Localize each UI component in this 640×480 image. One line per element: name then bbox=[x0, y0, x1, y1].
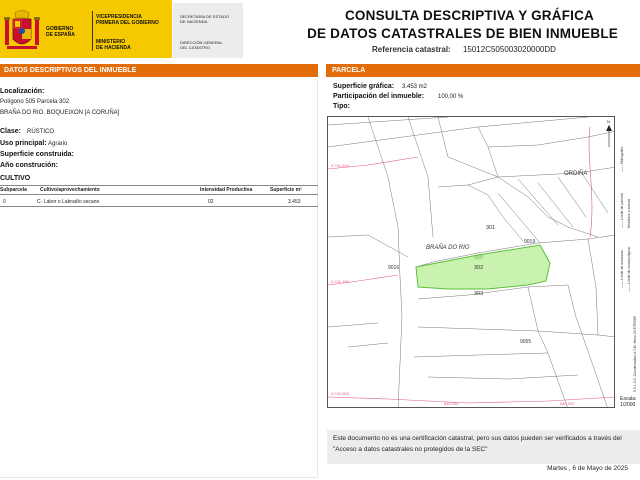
table-rule-header bbox=[0, 194, 318, 195]
localizacion-label: Localización: bbox=[0, 88, 45, 95]
table-cell-cultivo: C- Labor o Labradío secano bbox=[37, 199, 100, 205]
section-title-descriptive: DATOS DESCRIPTIVOS DEL INMUEBLE bbox=[0, 64, 318, 77]
government-header bbox=[0, 0, 245, 60]
coord-x2: 540.200 bbox=[560, 401, 575, 406]
government-logo-band bbox=[0, 0, 172, 58]
uso-label: Uso principal: bbox=[0, 140, 47, 147]
participacion-label: Participación del inmueble: bbox=[333, 93, 425, 100]
cultivo-title: CULTIVO bbox=[0, 175, 31, 182]
cadastral-map bbox=[327, 116, 615, 408]
parcel-label-9019: 9019 bbox=[524, 239, 536, 245]
parcel-label-303: 303 bbox=[474, 291, 484, 297]
table-rule-top bbox=[0, 185, 318, 186]
clase-value: RÚSTICO bbox=[27, 129, 54, 135]
parcel-label-9016: 9016 bbox=[388, 265, 400, 271]
table-cell-intensidad: 02 bbox=[208, 199, 214, 205]
superficie-construida-label: Superficie construida: bbox=[0, 151, 74, 158]
coord-x1: 540.100 bbox=[444, 401, 459, 406]
localizacion-line2: BRAÑA DO RIO. BOQUEIXON [A CORUÑA] bbox=[0, 110, 120, 116]
table-header-cultivo: Cultivo/aprovechamiento bbox=[40, 187, 100, 193]
cadastral-map-drawing bbox=[328, 117, 615, 408]
table-rule-bottom bbox=[0, 206, 318, 207]
section-title-parcela: PARCELA bbox=[326, 64, 640, 77]
superficie-grafica-label: Superficie gráfica: bbox=[333, 83, 395, 90]
reference-label: Referencia catastral: bbox=[372, 45, 451, 54]
legend-hidrografia: —— Hidrografía bbox=[620, 146, 624, 172]
table-header-subparcela: Subparcela bbox=[0, 187, 27, 193]
disclaimer-note: Este documento no es una certificación catastral, pero sus datos pueden ser verificados a través del "Acceso a datos catastrales no protegidos de la SEC" bbox=[327, 430, 640, 464]
anio-construccion-label: Año construción: bbox=[0, 162, 58, 169]
document-title-line2: DE DATOS CATASTRALES DE BIEN INMUEBLE bbox=[307, 26, 618, 41]
direccion-label: DIRECCIÓN GENERAL DEL CATASTRO bbox=[180, 40, 223, 50]
uso-value: Agrario bbox=[48, 141, 68, 147]
place-label-ordina: ORDIÑA bbox=[564, 171, 588, 177]
localizacion-line1: Polígono 505 Parcela 302 bbox=[0, 99, 70, 105]
table-header-intensidad: Intensidad Productiva bbox=[200, 187, 253, 193]
header-divider bbox=[92, 11, 93, 51]
map-legend bbox=[615, 116, 640, 408]
tipo-label: Tipo: bbox=[333, 103, 350, 110]
table-cell-superficie: 3.453 bbox=[288, 199, 301, 205]
parcel-label-301: 301 bbox=[486, 225, 496, 231]
coat-of-arms-icon bbox=[3, 9, 41, 53]
coord-y2: 4.741.100 bbox=[331, 279, 349, 284]
legend-limite-manzana: —— Límite de manzana bbox=[620, 250, 624, 288]
legend-mobiliario: Mobiliario y aceras bbox=[627, 198, 631, 228]
north-arrow-icon bbox=[606, 125, 612, 147]
north-symbol: N bbox=[607, 119, 610, 124]
parcel-label-302: 302 bbox=[474, 265, 484, 271]
document-title-line1: CONSULTA DESCRIPTIVA Y GRÁFICA bbox=[344, 8, 594, 23]
legend-limite-zona: —— Límite de zona/polígono bbox=[627, 246, 631, 292]
coord-y3: 4.741.000 bbox=[331, 391, 349, 396]
superficie-grafica-value: 3.453 m2 bbox=[402, 84, 428, 90]
document-date: Martes , 6 de Mayo de 2025 bbox=[547, 465, 628, 472]
reference-value: 15012C505003020000DD bbox=[462, 45, 556, 54]
coord-y1: 4.741.200 bbox=[331, 163, 349, 168]
place-label-brana: BRAÑA DO RIO bbox=[426, 245, 470, 251]
clase-label: Clase: bbox=[0, 128, 22, 135]
scale-label: Escala: bbox=[620, 396, 637, 402]
gobierno-label: GOBIERNO DE ESPAÑA bbox=[46, 26, 75, 38]
descriptive-data-panel bbox=[0, 80, 318, 478]
vicepresidencia-label: VICEPRESIDENCIA PRIMERA DEL GOBIERNO bbox=[96, 14, 159, 26]
parcel-label-505: 505 bbox=[474, 255, 484, 261]
scale-value: 1/2000 bbox=[620, 402, 636, 408]
legend-coordinates: 5.5.1.3.0. Coordenadas U.T.M. Huso 29 ETRS89 bbox=[633, 316, 637, 392]
parcel-label-9055: 9055 bbox=[520, 339, 532, 345]
table-header-superficie: Superficie m² bbox=[270, 187, 302, 193]
legend-limite-parcela: —— Límite de parcela bbox=[620, 193, 624, 228]
participacion-value: 100,00 % bbox=[438, 94, 464, 100]
reference-line bbox=[372, 45, 556, 54]
table-cell-subparcela: 0 bbox=[3, 199, 6, 205]
secretaria-label: SECRETARÍA DE ESTADO DE HACIENDA bbox=[180, 14, 229, 24]
ministerio-label: MINISTERIO DE HACIENDA bbox=[96, 39, 131, 51]
